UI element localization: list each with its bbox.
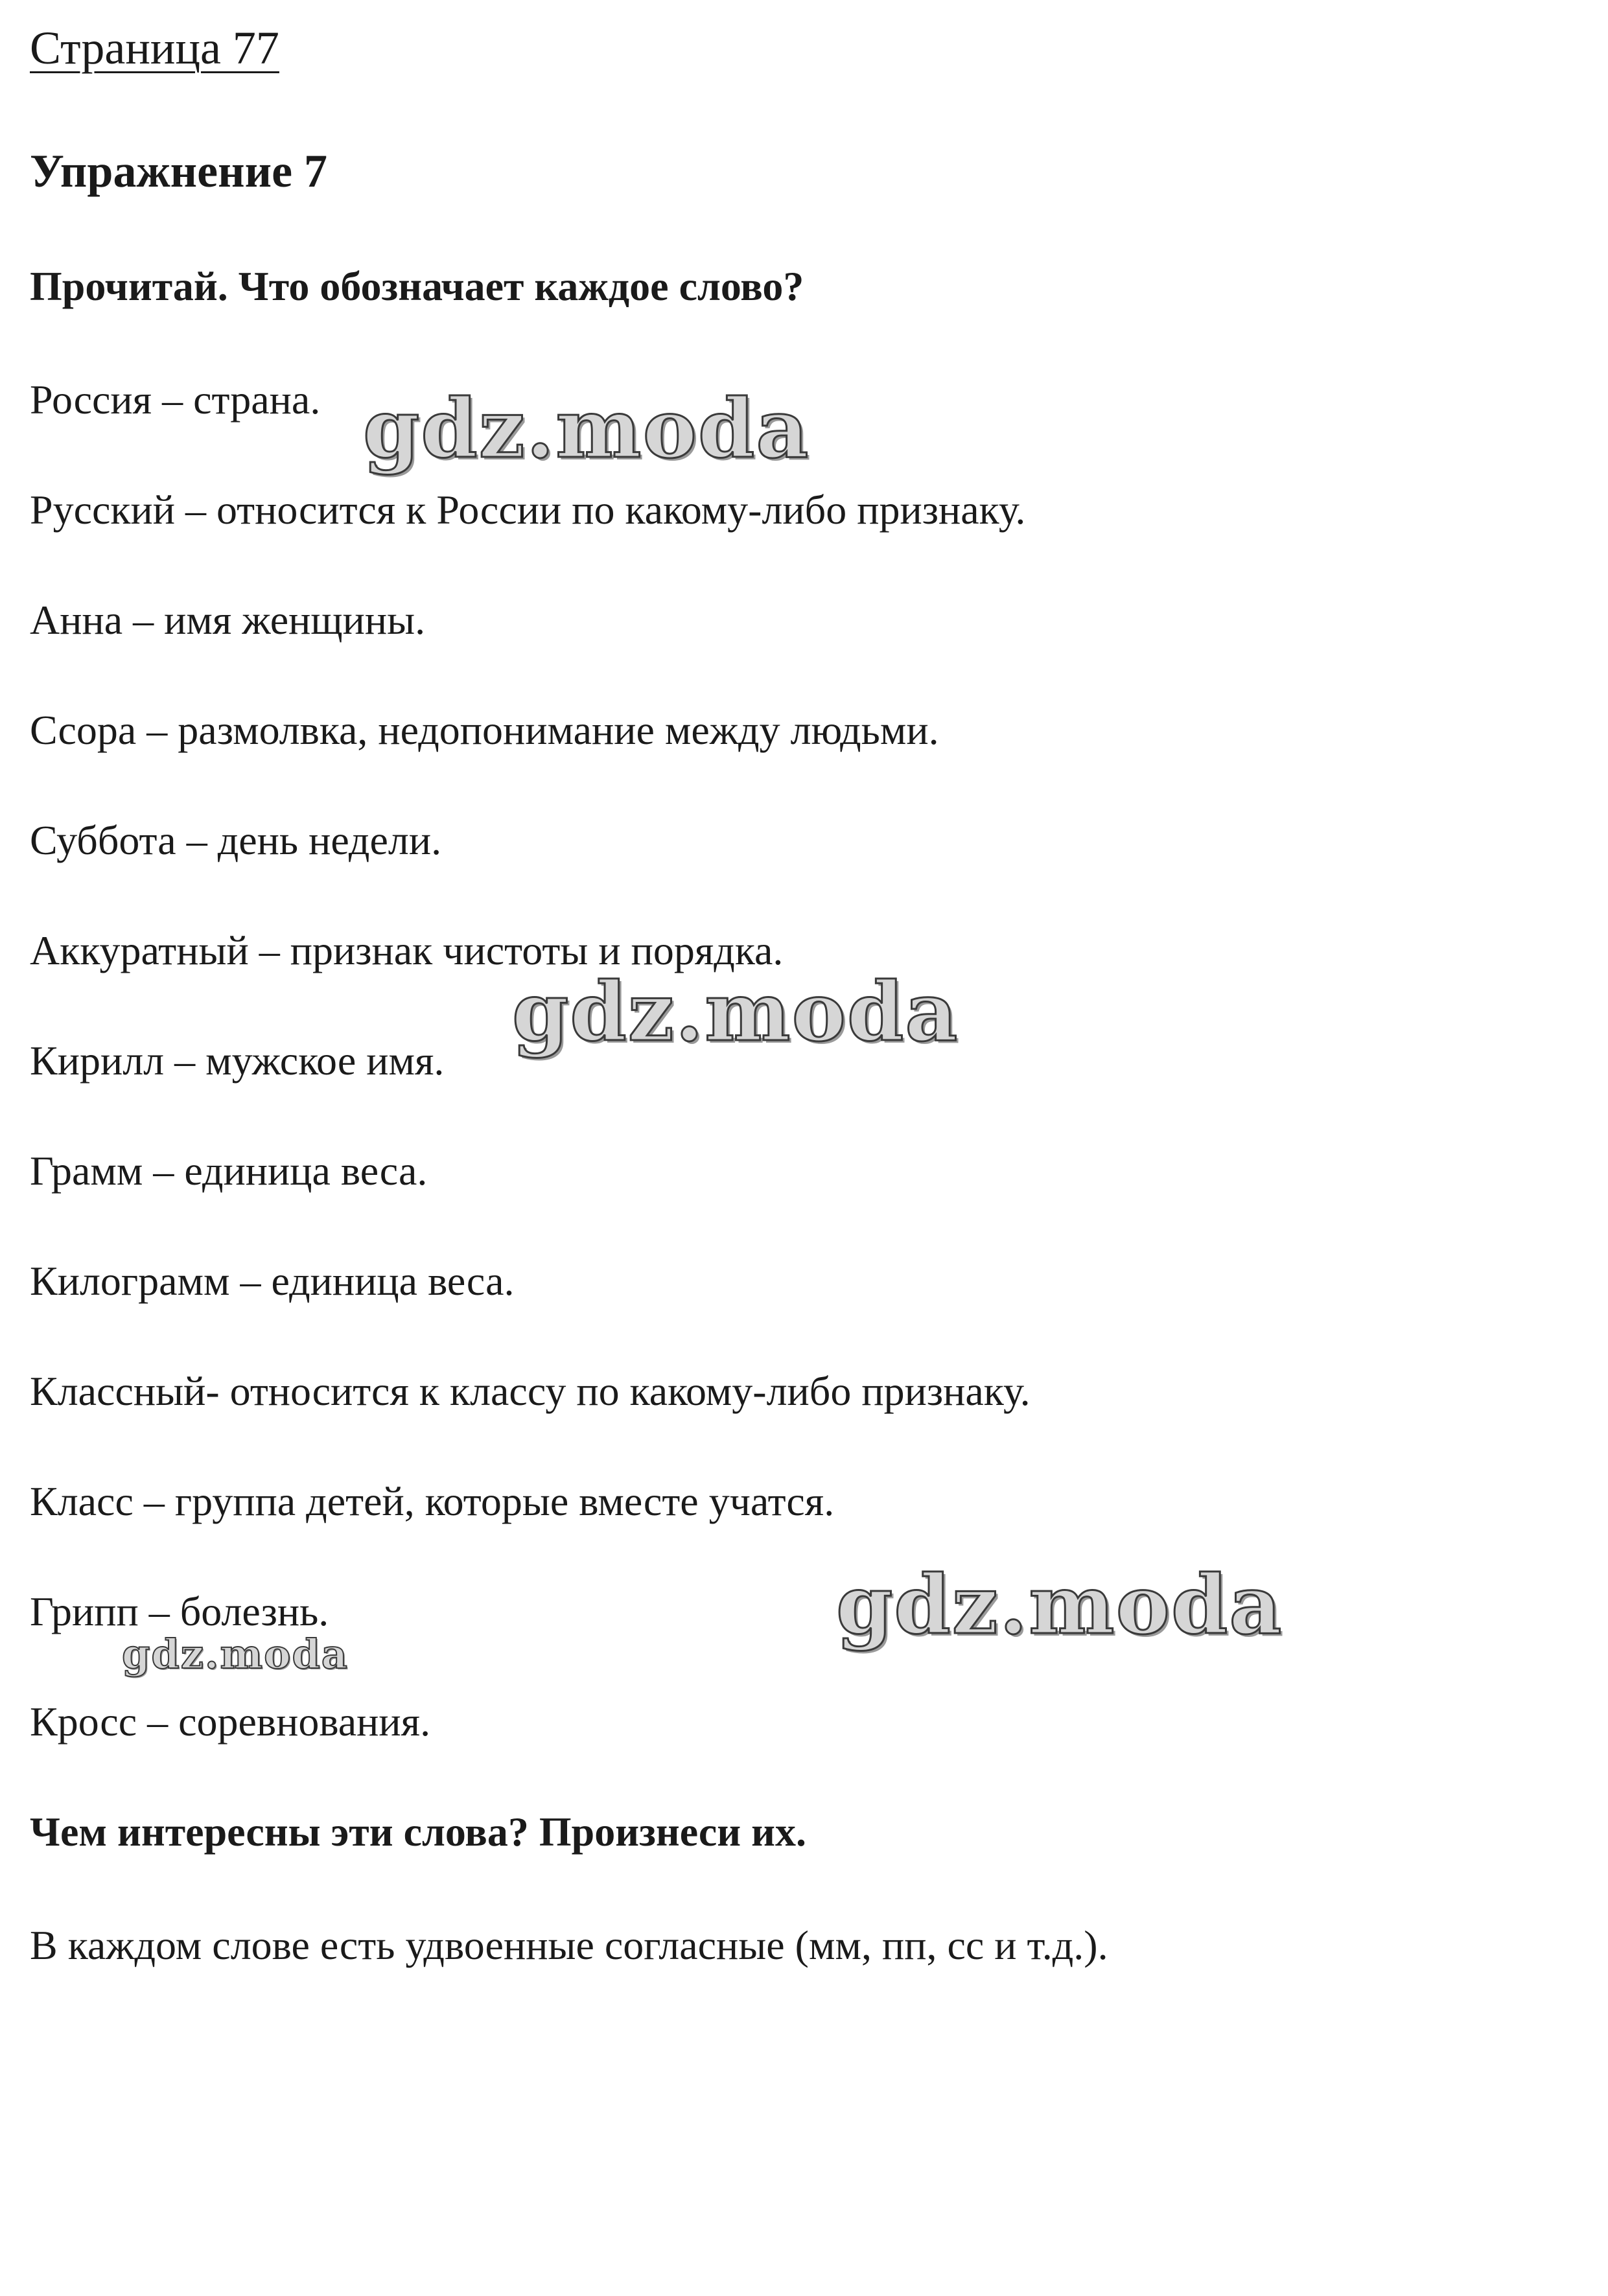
definition-line: Грипп – болезнь. (30, 1588, 329, 1634)
definition-line: Кросс – соревнования. (30, 1699, 431, 1745)
definition-line: Класс – группа детей, которые вместе учатся. (30, 1478, 835, 1524)
page-label: Страница 77 (30, 22, 279, 74)
definition-line: Русский – относится к России по какому-либо признаку. (30, 487, 1026, 533)
definition-line: Аккуратный – признак чистоты и порядка. (30, 927, 784, 973)
definition-line: Классный- относится к классу по какому-либо признаку. (30, 1368, 1031, 1414)
watermark: gdz.moda (836, 1558, 1283, 1652)
definition-line: Грамм – единица веса. (30, 1148, 428, 1194)
watermark: gdz.moda (363, 382, 810, 476)
watermark: gdz.moda (122, 1630, 349, 1678)
exercise-title: Упражнение 7 (30, 145, 328, 197)
definition-line: Россия – страна. (30, 377, 321, 423)
task-prompt-2: Чем интересны эти слова? Произнеси их. (30, 1809, 807, 1855)
definition-line: Суббота – день недели. (30, 817, 442, 863)
answer-line: В каждом слове есть удвоенные согласные (мм, пп, сс и т.д.). (30, 1922, 1108, 1968)
definition-line: Килограмм – единица веса. (30, 1258, 515, 1304)
task-prompt-1: Прочитай. Что обозначает каждое слово? (30, 263, 804, 309)
definition-line: Ссора – размолвка, недопонимание между людьми. (30, 707, 939, 753)
definition-line: Кирилл – мужское имя. (30, 1038, 445, 1084)
watermark: gdz.moda (512, 965, 959, 1060)
definition-line: Анна – имя женщины. (30, 597, 426, 643)
